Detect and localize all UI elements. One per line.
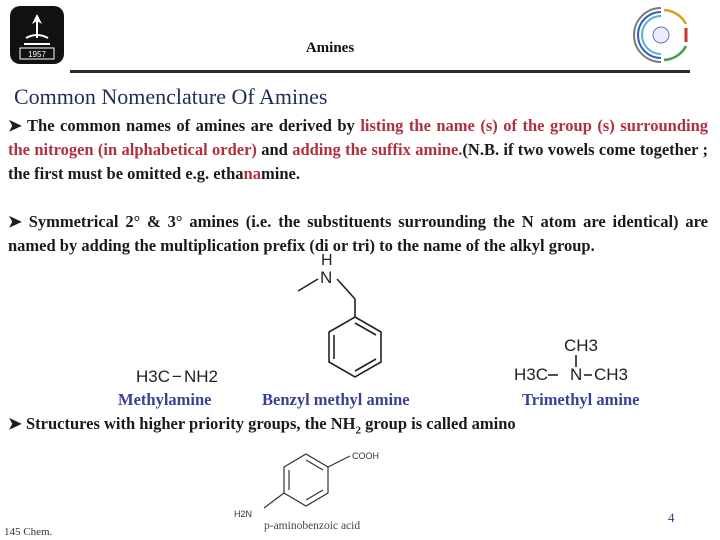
logo-year-text: 1957 — [28, 50, 46, 59]
bullet1-highlight-1: listing the name (s) of the group (s) surrounding the nitrogen (in alphabetical order) — [8, 116, 709, 159]
p-aminobenzoic-acid-caption: p-aminobenzoic acid — [264, 520, 361, 532]
arrow-bullet-icon: ➤ — [8, 116, 22, 135]
svg-text:H2N: H2N — [234, 509, 253, 519]
structures-diagram — [130, 245, 650, 390]
benzyl-methyl-amine-label: Benzyl methyl amine — [262, 390, 410, 409]
course-code: 145 Chem. — [4, 526, 53, 538]
svg-text:CH3: CH3 — [594, 365, 629, 384]
bullet3-text-2: group is called amino — [361, 414, 516, 433]
trimethyl-amine-label: Trimethyl amine — [522, 390, 640, 409]
svg-text:N: N — [320, 268, 333, 287]
bullet1-highlight-3: na — [243, 164, 261, 183]
trimethyl-amine-structure — [514, 336, 628, 384]
svg-text:N: N — [570, 365, 583, 384]
bullet1-text-1: The common names of amines are derived by — [27, 116, 361, 135]
bullet-amino-priority — [8, 412, 708, 442]
svg-text:COOH: COOH — [352, 451, 379, 461]
bullet1-highlight-2: adding the suffix amine. — [292, 140, 463, 159]
methylamine-structure: H3C − NH2 — [136, 367, 218, 386]
bullet1-text-2: and — [256, 140, 293, 159]
bullet1-text-4: mine. — [260, 164, 300, 183]
bullet-common-names — [8, 114, 708, 186]
arrow-bullet-icon: ➤ — [8, 212, 22, 231]
bullet3-subscript: 2 — [355, 424, 362, 437]
svg-text:H3C: H3C — [514, 365, 549, 384]
header-title: Amines — [305, 40, 355, 56]
header-divider — [70, 70, 690, 73]
page-heading: Common Nomenclature Of Amines — [14, 84, 328, 109]
methylamine-label: Methylamine — [118, 390, 212, 409]
page-number: 4 — [668, 510, 675, 525]
svg-text:CH3: CH3 — [564, 336, 599, 355]
bullet3-text-1: Structures with higher priority groups, the NH — [25, 414, 356, 433]
benzyl-methyl-amine-structure — [298, 252, 381, 377]
p-aminobenzoic-acid-structure — [228, 442, 398, 524]
bullet2-text: Symmetrical 2° & 3° amines (i.e. the substituents surrounding the N atom are identical) are named by adding the multiplication prefix (di or tri) to the name of the alkyl group. — [8, 212, 708, 255]
bullet1-text-3: (N.B. if two vowels come together ; the first must be omitted e.g. etha — [8, 140, 708, 183]
arrow-bullet-icon: ➤ — [8, 414, 22, 433]
svg-text:H: H — [321, 252, 333, 269]
